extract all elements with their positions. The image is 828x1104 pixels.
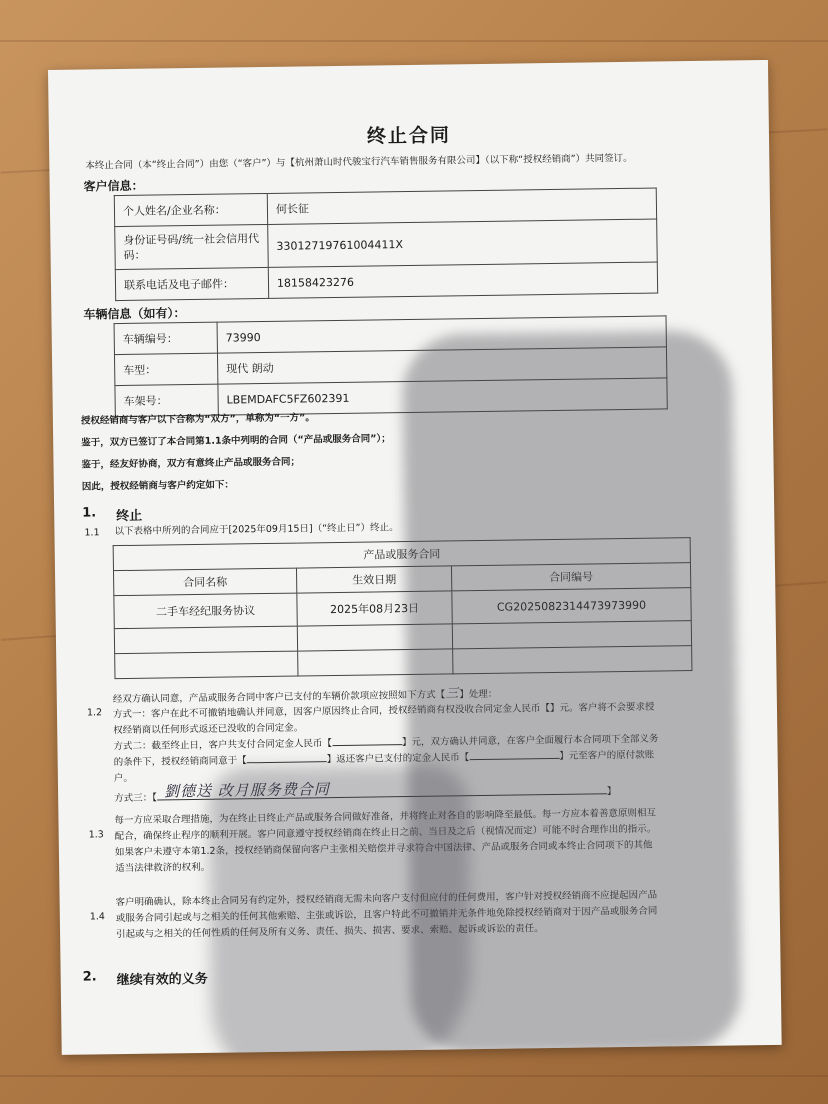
product-contract-table [113, 537, 693, 679]
table-cell [453, 646, 692, 674]
section-1-number: 1. [82, 505, 97, 521]
table-cell: 二手车经纪服务协议 [114, 593, 297, 629]
section-2-number: 2. [82, 969, 97, 985]
customer-label-cell: 身份证号码/统一社会信用代码： [115, 224, 269, 269]
clause-1-2-line: 方式一：客户在此不可撤销地确认并同意，因客户原因终止合同，授权经销商有权没收合同定金人民币【】元。客户将不会要求授 [112, 701, 655, 721]
vehicle-label-cell: 车架号： [115, 384, 218, 416]
vehicle-value-cell: 73990 [217, 316, 666, 353]
recital-line: 因此，授权经销商与客户约定如下： [81, 479, 234, 493]
table-header: 生效日期 [296, 566, 451, 593]
clause-1-3-line: 适当法律救济的权利。 [115, 861, 211, 875]
handwritten-method-three: 劉德送 改月服务费合同 [163, 780, 330, 801]
vehicle-value-cell: LBEMDAFC5FZ602391 [218, 378, 667, 415]
blank-field [469, 758, 559, 760]
clause-1-4-line: 引起或与之相关的任何性质的任何及所有义务、责任、损失、损害、要求、索赔、起诉或诉讼的责任。 [116, 923, 544, 941]
clause-1-2-text: 】元至客户的原付款账 [559, 749, 655, 762]
clause-1-2-text: 】返还客户已支付的定金人民币【 [326, 752, 470, 766]
section-1-title: 终止 [116, 508, 143, 525]
clause-1-2-text: 方式二：截至终止日，客户共支付合同定金人民币【 [113, 738, 333, 753]
clause-1-2-text: 】元，双方确认并同意，在客户全面履行本合同项下全部义务 [401, 733, 659, 749]
table-row [115, 219, 658, 270]
clause-1-2-text: 的条件下，授权经销商同意于【 [113, 755, 247, 769]
clause-1-3-line: 配合，确保终止程序的顺利开展。客户同意遵守授权经销商在终止日之前、当日及之后（视情况而定）可能不时合理作出的指示。 [114, 823, 657, 843]
section-2-title: 继续有效的义务 [116, 971, 208, 989]
table-header: 合同编号 [451, 563, 690, 591]
clause-1-4-line: 客户明确确认，除本终止合同另有约定外，授权经销商无需未向客户支付但应付的任何费用，客户针对授权经销商不应提起因产品 [115, 889, 658, 909]
intro-text: 本终止合同（本“终止合同”）由您（“客户”）与【杭州萧山时代骏宝行汽车销售服务有限公司】（以下称“授权经销商”）共同签订。 [85, 152, 633, 172]
wood-grain [0, 1075, 828, 1077]
clause-1-3-line: 如果客户未遵守本第1.2条，授权经销商保留向客户主张相关赔偿并寻求符合中国法律、产品或服务合同或本终止合同项下的其他 [114, 839, 653, 859]
vehicle-value-cell: 现代 朗动 [217, 347, 666, 384]
table-caption: 产品或服务合同 [113, 538, 690, 571]
clause-number: 1.4 [89, 911, 106, 923]
table-cell: CG2025082314473973990 [452, 588, 691, 624]
clause-1-2-text: 方式三：【 [114, 792, 158, 805]
wood-grain [0, 40, 828, 42]
customer-value-cell: 18158423276 [268, 262, 657, 298]
table-cell [297, 624, 452, 651]
handwritten-method: 三 [445, 686, 460, 702]
blank-field [332, 744, 402, 746]
recital-line: 鉴于，经友好协商，双方有意终止产品或服务合同； [81, 456, 301, 471]
clause-1-3-line: 每一方应采取合理措施，为在终止日终止产品或服务合同做好准备，并将终止对各自的影响降至最低。每一方应本着善意原则相互 [114, 807, 657, 827]
vehicle-label-cell: 车型： [114, 353, 217, 385]
clause-1-4-line: 或服务合同引起或与之相关的任何其他索赔、主张或诉讼，且客户特此不可撤销并无条件地免除授权经销商对于因产品或服务合同 [115, 905, 658, 925]
table-cell [452, 621, 691, 649]
vehicle-info-table [114, 315, 668, 417]
clause-1-2-text: 】 [606, 786, 617, 798]
customer-info-table [114, 188, 658, 302]
customer-value-cell: 何长征 [267, 188, 656, 224]
clause-1-1-text: 以下表格中所列的合同应于[2025年09月15日]（“终止日”）终止。 [114, 522, 399, 538]
table-header: 合同名称 [113, 568, 296, 596]
document-title: 终止合同 [366, 124, 452, 148]
clause-number: 1.3 [88, 829, 104, 841]
clause-number: 1.2 [86, 707, 103, 719]
table-cell [114, 626, 297, 654]
customer-value-cell: 33012719761004411X [268, 219, 658, 267]
table-row [115, 378, 667, 417]
recital-line: 授权经销商与客户以下合称为“双方”，单称为“一方”。 [80, 412, 315, 427]
table-cell [298, 649, 453, 676]
customer-label-cell: 个人姓名/企业名称： [114, 193, 267, 226]
table-cell [115, 651, 298, 679]
clause-1-2-text: 经双方确认同意，产品或服务合同中客户已支付的车辆价款项应按照如下方式【 [112, 689, 446, 706]
blank-field [247, 761, 327, 763]
contract-paper [48, 60, 782, 1055]
table-cell: 2025年08月23日 [297, 591, 452, 626]
recital-line: 鉴于，双方已签订了本合同第1.1条中列明的合同（“产品或服务合同”）； [81, 433, 391, 449]
vehicle-section-label: 车辆信息（如有）： [83, 306, 186, 322]
customer-label-cell: 联系电话及电子邮件： [115, 267, 268, 300]
clause-1-2-text: 】处理： [459, 688, 498, 701]
vehicle-label-cell: 车辆编号： [114, 322, 217, 354]
clause-1-2-line: 权经销商以任何形式返还已没收的合同定金。 [113, 722, 304, 737]
table-row [115, 262, 657, 301]
customer-section-label: 客户信息： [83, 178, 144, 194]
clause-number: 1.1 [84, 527, 100, 539]
clause-1-2-line: 户。 [113, 772, 133, 785]
